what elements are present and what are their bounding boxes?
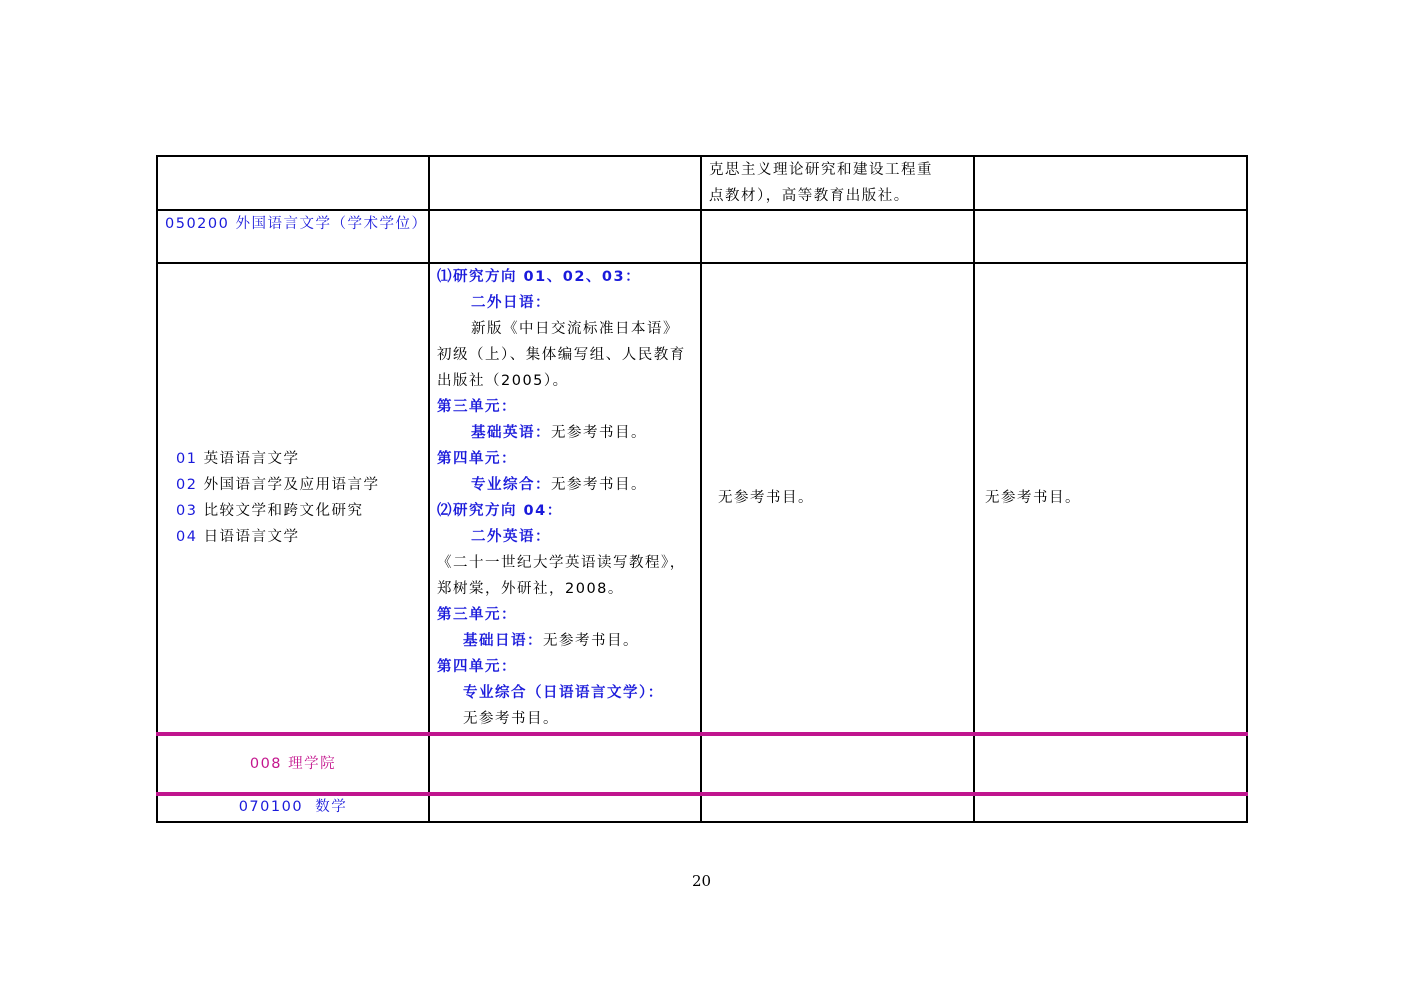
book-text: 无参考书目。 [551, 477, 647, 493]
unit-label: 第四单元： [437, 451, 517, 467]
cell-empty [701, 794, 974, 822]
section-heading: ⑴研究方向 01、02、03： [437, 269, 642, 285]
cell-empty [974, 210, 1247, 263]
reference-cell: 无参考书目。 [974, 263, 1247, 734]
book-text: 无参考书目。 [463, 711, 559, 727]
research-directions [157, 263, 429, 734]
direction-name: 英语语言文学 [203, 451, 300, 467]
direction-name: 外国语言学及应用语言学 [203, 477, 380, 493]
book-text: 无参考书目。 [551, 425, 647, 441]
direction-item [176, 472, 421, 498]
subject-line [437, 420, 693, 446]
subject-line [437, 472, 693, 498]
direction-item [176, 446, 421, 472]
syllabus-table [156, 155, 1248, 823]
direction-number: 02 [176, 477, 198, 493]
book-text: 新版《中日交流标准日本语》初级（上）、集体编写组、人民教育出版社（2005）。 [437, 321, 686, 389]
direction-number: 01 [176, 451, 198, 467]
section-heading: ⑵研究方向 04： [437, 503, 563, 519]
reference-cell: 无参考书目。 [701, 263, 974, 734]
reference-books [429, 263, 701, 734]
book-text: 《二十一世纪大学英语读写教程》，郑树棠，外研社，2008。 [437, 555, 686, 597]
table-row [157, 156, 1247, 210]
text-line: 点教材），高等教育出版社。 [709, 188, 910, 204]
text-line: 克思主义理论研究和建设工程重 [709, 162, 933, 178]
cell-empty [974, 156, 1247, 210]
unit-label: 第三单元： [437, 607, 517, 623]
subject-line [437, 628, 693, 654]
subject-label: 二外日语： [471, 295, 551, 311]
cell-empty [429, 156, 701, 210]
book-text: 无参考书目。 [543, 633, 639, 649]
page-number: 20 [691, 872, 712, 890]
table-row [157, 210, 1247, 263]
subject-label: 专业综合（日语语言文学）： [463, 685, 664, 701]
cell-empty [974, 734, 1247, 794]
direction-number: 04 [176, 529, 198, 545]
direction-number: 03 [176, 503, 198, 519]
reference-cell [701, 156, 974, 210]
cell-empty [974, 794, 1247, 822]
direction-item [176, 524, 421, 550]
unit-label: 第四单元： [437, 659, 517, 675]
subject-label: 二外英语： [471, 529, 551, 545]
direction-name: 比较文学和跨文化研究 [203, 503, 364, 519]
cell-empty [157, 156, 429, 210]
unit-label: 第三单元： [437, 399, 517, 415]
subject-label: 基础英语： [471, 425, 551, 441]
subject-label: 专业综合： [471, 477, 551, 493]
cell-empty [429, 210, 701, 263]
cell-empty [429, 794, 701, 822]
major-title: 050200 外国语言文学（学术学位） [157, 210, 429, 263]
school-title: 008 理学院 [157, 734, 429, 794]
table-row [157, 734, 1247, 794]
cell-empty [701, 734, 974, 794]
direction-name: 日语语言文学 [203, 529, 300, 545]
table-row [157, 794, 1247, 822]
subject-label: 基础日语： [463, 633, 543, 649]
major-title: 070100 数学 [157, 794, 429, 822]
direction-item [176, 498, 421, 524]
table-row [157, 263, 1247, 734]
cell-empty [429, 734, 701, 794]
cell-empty [701, 210, 974, 263]
